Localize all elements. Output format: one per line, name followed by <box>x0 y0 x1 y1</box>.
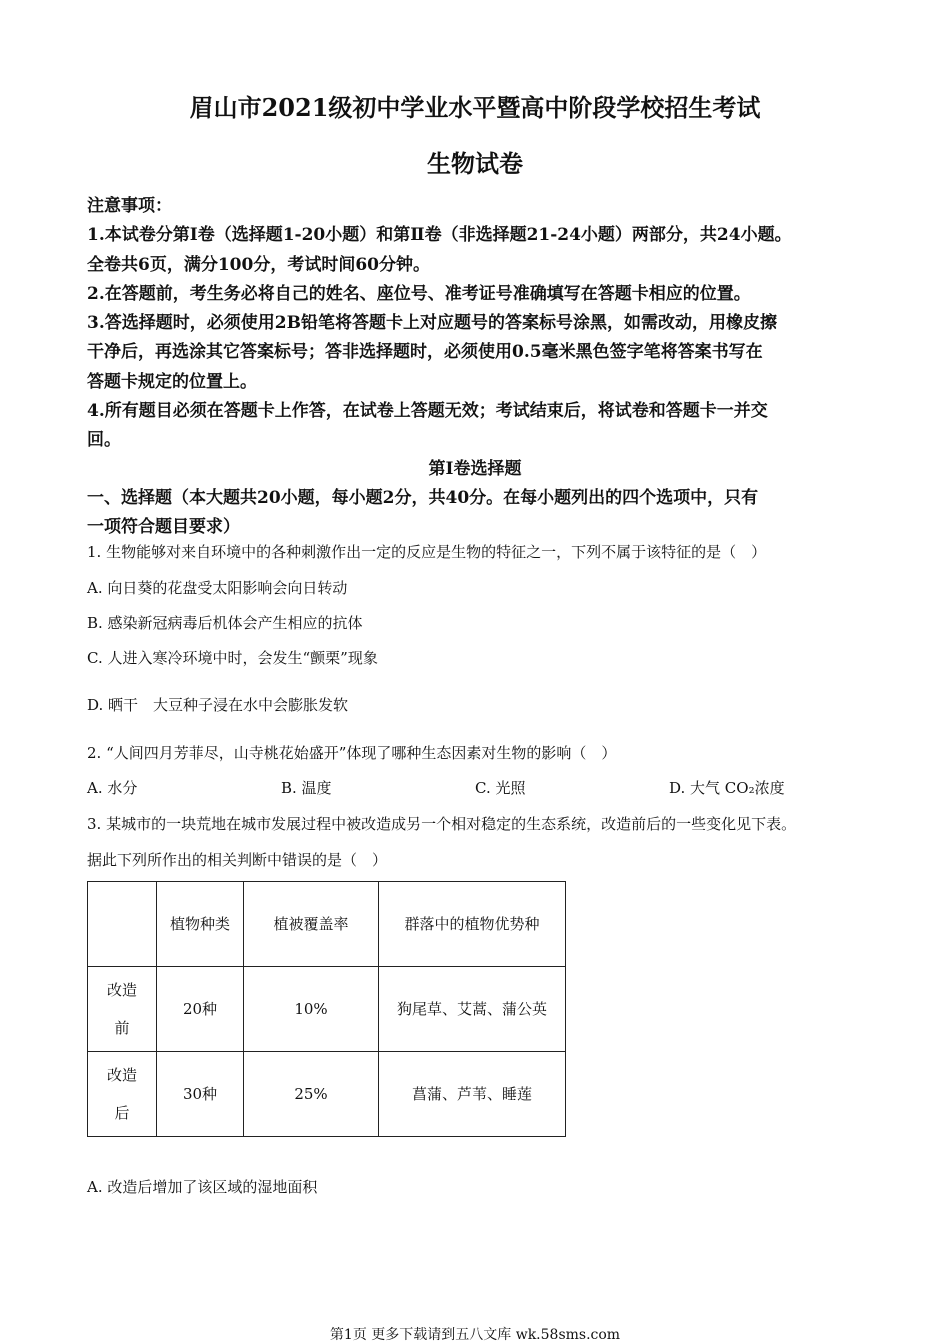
table-row <box>88 1052 566 1137</box>
exam-title: 眉山市2021级初中学业水平暨高中阶段学校招生考试 <box>189 93 761 122</box>
question-1-option-d: D. 晒干 大豆种子浸在水中会膨胀发软 <box>87 696 349 714</box>
section-heading: 第Ⅰ卷选择题 <box>428 459 522 479</box>
question-3-option-a: A. 改造后增加了该区域的湿地面积 <box>87 1178 318 1196</box>
table-cell: 狗尾草、艾蒿、蒲公英 <box>379 967 566 1052</box>
table-cell: 30种 <box>157 1052 244 1137</box>
question-1-option-c: C. 人进入寒冷环境中时，会发生“颤栗”现象 <box>87 649 378 667</box>
table-cell: 菖蒲、芦苇、睡莲 <box>379 1052 566 1137</box>
exam-subtitle: 生物试卷 <box>427 149 523 178</box>
table-header-cell <box>88 882 157 967</box>
question-1-option-a: A. 向日葵的花盘受太阳影响会向日转动 <box>87 579 348 597</box>
notice-line: 回。 <box>87 430 121 450</box>
page-footer: 第1页 更多下载请到五八文库 wk.58sms.com <box>329 1327 621 1343</box>
notice-line: 4.所有题目必须在答题卡上作答，在试卷上答题无效；考试结束后，将试卷和答题卡一并交 <box>87 401 768 421</box>
notice-line: 全卷共6页，满分100分，考试时间60分钟。 <box>87 255 430 275</box>
question-2-option-c: C. 光照 <box>475 779 526 797</box>
question-2-stem: 2. “人间四月芳菲尽，山寺桃花始盛开”体现了哪种生态因素对生物的影响（ ） <box>87 744 617 762</box>
notice-heading: 注意事项： <box>87 196 172 216</box>
section-instruction: 一、选择题（本大题共20小题，每小题2分，共40分。在每小题列出的四个选项中，只有 <box>87 488 759 508</box>
section-instruction: 一项符合题目要求） <box>87 517 240 537</box>
comparison-table <box>87 881 566 1137</box>
table-cell: 10% <box>244 967 379 1052</box>
table-header-cell: 群落中的植物优势种 <box>379 882 566 967</box>
table-header-cell: 植被覆盖率 <box>244 882 379 967</box>
table-cell: 改造后 <box>88 1052 157 1137</box>
notice-line: 答题卡规定的位置上。 <box>87 372 257 392</box>
table-cell: 25% <box>244 1052 379 1137</box>
question-1-stem: 1. 生物能够对来自环境中的各种刺激作出一定的反应是生物的特征之一，下列不属于该特征的是（ ） <box>87 543 767 561</box>
table-cell: 改造前 <box>88 967 157 1052</box>
question-3-stem: 据此下列所作出的相关判断中错误的是（ ） <box>87 851 388 869</box>
notice-line: 干净后，再选涂其它答案标号；答非选择题时，必须使用0.5毫米黑色签字笔将答案书写在 <box>87 342 763 362</box>
notice-line: 2.在答题前，考生务必将自己的姓名、座位号、准考证号准确填写在答题卡相应的位置。 <box>87 284 751 304</box>
question-3-stem: 3. 某城市的一块荒地在城市发展过程中被改造成另一个相对稳定的生态系统，改造前后的一些变化见下表。 <box>87 815 797 833</box>
notice-line: 3.答选择题时，必须使用2B铅笔将答题卡上对应题号的答案标号涂黑，如需改动，用橡皮擦 <box>87 313 777 333</box>
question-1-option-b: B. 感染新冠病毒后机体会产生相应的抗体 <box>87 614 363 632</box>
table-header-row <box>88 882 566 967</box>
table-row <box>88 967 566 1052</box>
question-2-option-d: D. 大气 CO₂浓度 <box>669 779 785 797</box>
question-2-option-a: A. 水分 <box>87 779 138 797</box>
table-cell: 20种 <box>157 967 244 1052</box>
question-2-option-b: B. 温度 <box>281 779 332 797</box>
notice-line: 1.本试卷分第Ⅰ卷（选择题1-20小题）和第Ⅱ卷（非选择题21-24小题）两部分，共24小题。 <box>87 225 792 245</box>
table-header-cell: 植物种类 <box>157 882 244 967</box>
